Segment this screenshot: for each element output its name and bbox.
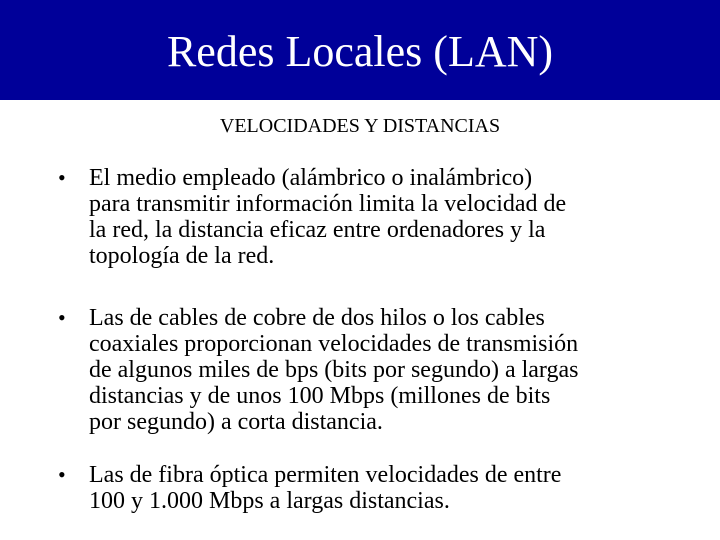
bullet-line: distancias y de unos 100 Mbps (millones de bits bbox=[89, 383, 551, 409]
bullet-line: El medio empleado (alámbrico o inalámbrico) bbox=[89, 165, 533, 191]
bullet-icon: • bbox=[58, 165, 66, 190]
title-bar bbox=[0, 0, 720, 100]
bullet-line: de algunos miles de bps (bits por segundo) a largas bbox=[89, 357, 579, 383]
bullet-line: 100 y 1.000 Mbps a largas distancias. bbox=[89, 488, 450, 514]
bullet-line: topología de la red. bbox=[89, 243, 275, 269]
bullet-line: por segundo) a corta distancia. bbox=[89, 409, 383, 435]
bullet-icon: • bbox=[58, 462, 66, 487]
bullet-item bbox=[58, 462, 719, 514]
bullet-line: Las de cables de cobre de dos hilos o los cables bbox=[89, 305, 545, 331]
bullet-line: coaxiales proporcionan velocidades de transmisión bbox=[89, 331, 579, 357]
bullet-list bbox=[58, 165, 688, 514]
bullet-item bbox=[58, 165, 688, 269]
bullet-line: Las de fibra óptica permiten velocidades de entre bbox=[89, 462, 562, 488]
slide-title: Redes Locales (LAN) bbox=[166, 27, 554, 76]
bullet-line: para transmitir información limita la velocidad de bbox=[89, 191, 567, 217]
bullet-icon: • bbox=[58, 305, 66, 330]
bullet-line: la red, la distancia eficaz entre ordenadores y la bbox=[89, 217, 546, 243]
slide-subtitle: VELOCIDADES Y DISTANCIAS bbox=[219, 115, 501, 137]
bullet-item bbox=[58, 305, 719, 435]
